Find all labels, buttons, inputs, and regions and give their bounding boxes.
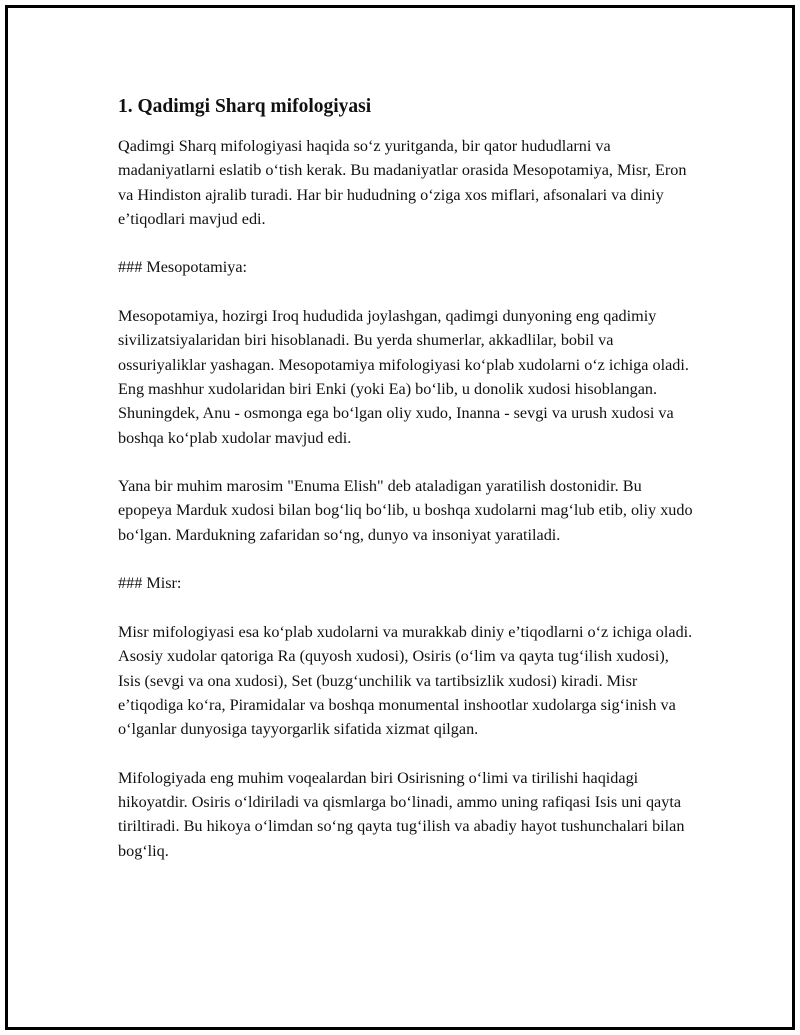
section-heading: 1. Qadimgi Sharq mifologiyasi xyxy=(118,96,372,117)
misr-paragraph: Misr mifologiyasi esa ko‘plab xudolarni va murakkab diniy e’tiqodlarni o‘z ichiga oladi. Asosiy xudolar qatoriga Ra (quyosh xudosi), Osiris (o‘lim va qayta tug‘ilish xudosi), Isis (sevgi va ona xudosi), Set (buzg‘unchilik va tartibsizlik xudosi) kiradi. Misr e’tiqodiga ko‘ra, Piramidalar va boshqa monumental inshootlar xudolarga sig‘inish va o‘lganlar dunyosiga tayyorgarlik sifatida xizmat qilgan. xyxy=(118,622,693,739)
document-body xyxy=(118,95,693,887)
enuma-elish-paragraph: Yana bir muhim marosim "Enuma Elish" deb ataladigan yaratilish dostonidir. Bu epopeya Marduk xudosi bilan bog‘liq bo‘lib, u boshqa xudolarni mag‘lub etib, oliy xudo bo‘lgan. Mardukning zafaridan so‘ng, dunyo va insoniyat yaratiladi. xyxy=(118,477,693,544)
subheading-misr: ### Misr: xyxy=(118,574,182,593)
intro-paragraph: Qadimgi Sharq mifologiyasi haqida so‘z yuritganda, bir qator hududlarni va madaniyatlarni eslatib o‘tish kerak. Bu madaniyatlar orasida Mesopotamiya, Misr, Eron va Hindiston ajralib turadi. Har bir hududning o‘ziga xos miflari, afsonalari va diniy e’tiqodlari mavjud edi. xyxy=(118,137,687,228)
mesopotamiya-paragraph: Mesopotamiya, hozirgi Iroq hududida joylashgan, qadimgi dunyoning eng qadimiy sivilizatsiyalaridan biri hisoblanadi. Bu yerda shumerlar, akkadlilar, bobil va ossuriyaliklar yashagan. Mesopotamiya mifologiyasi ko‘plab xudolarni o‘z ichiga oladi. Eng mashhur xudolaridan biri Enki (yoki Ea) bo‘lib, u donolik xudosi hisoblangan. Shuningdek, Anu - osmonga ega bo‘lgan oliy xudo, Inanna - sevgi va urush xudosi va boshqa ko‘plab xudolar mavjud edi. xyxy=(118,307,689,447)
osiris-paragraph: Mifologiyada eng muhim voqealardan biri Osirisning o‘limi va tirilishi haqidagi hikoyatdir. Osiris o‘ldiriladi va qismlarga bo‘linadi, ammo uning rafiqasi Isis uni qayta tiriltiradi. Bu hikoya o‘limdan so‘ng qayta tug‘ilish va abadiy hayot tushunchalari bilan bog‘liq. xyxy=(118,768,685,860)
subheading-mesopotamiya: ### Mesopotamiya: xyxy=(118,258,248,277)
